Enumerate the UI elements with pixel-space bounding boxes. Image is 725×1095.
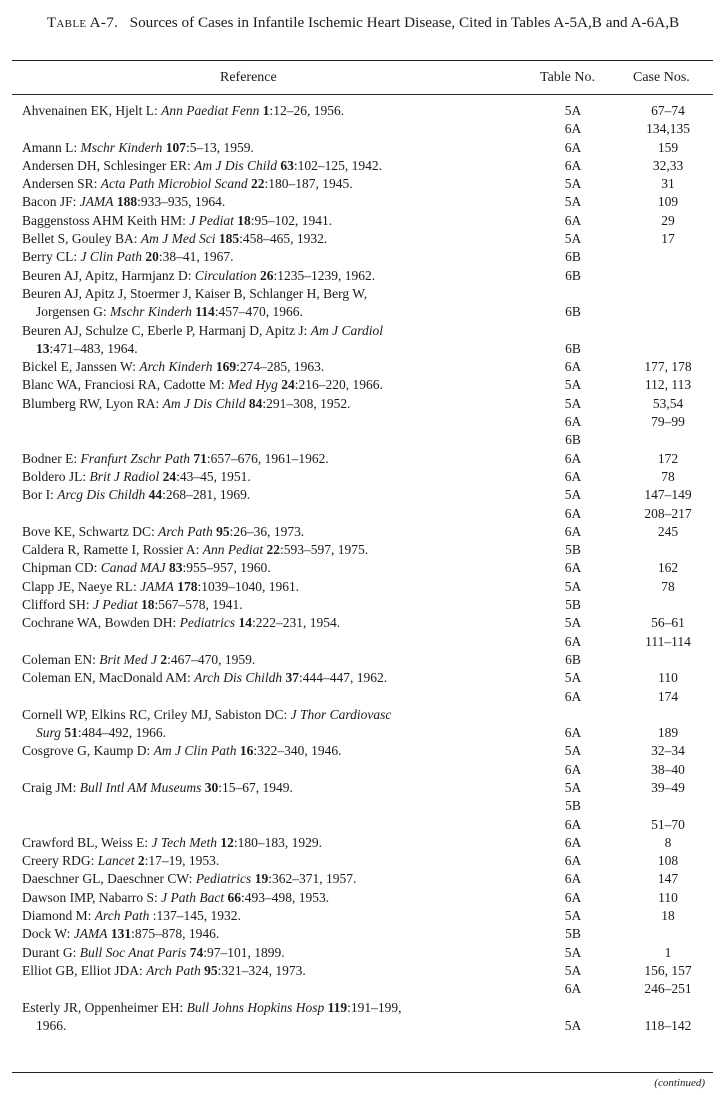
table-no-cell: 6A xyxy=(564,505,582,521)
case-nos-cell: 177, 178 xyxy=(644,359,692,375)
reference-entry xyxy=(0,212,725,230)
table-row xyxy=(0,944,725,962)
reference-line: Esterly JR, Oppenheimer EH: Bull Johns Hopkins Hosp 119:191–199, xyxy=(22,999,402,1015)
table-no-cell: 5A xyxy=(564,194,582,210)
table-row xyxy=(0,340,725,358)
table-row xyxy=(0,157,725,175)
reference-line: Amann L: Mschr Kinderh 107:5–13, 1959. xyxy=(22,139,254,155)
table-row xyxy=(0,523,725,541)
reference-entry xyxy=(0,230,725,248)
reference-entry xyxy=(0,889,725,907)
table-row xyxy=(0,980,725,998)
reference-entry xyxy=(0,559,725,577)
reference-entry xyxy=(0,248,725,266)
case-nos-cell: 32–34 xyxy=(651,743,685,759)
bottom-rule xyxy=(12,1072,713,1073)
table-no-cell: 5A xyxy=(564,395,582,411)
reference-line: Caldera R, Ramette I, Rossier A: Ann Pediat 22:593–597, 1975. xyxy=(22,542,369,558)
case-nos-cell: 147–149 xyxy=(644,487,692,503)
reference-line: Blumberg RW, Lyon RA: Am J Dis Child 84:291–308, 1952. xyxy=(22,395,351,411)
table-row xyxy=(0,212,725,230)
reference-line: Bor I: Arcg Dis Childh 44:268–281, 1969. xyxy=(22,487,251,503)
reference-line: Cornell WP, Elkins RC, Criley MJ, Sabiston DC: J Thor Cardiovasc xyxy=(22,706,392,722)
case-nos-cell: 110 xyxy=(658,889,678,905)
case-nos-cell: 208–217 xyxy=(644,505,692,521)
table-no-cell: 6B xyxy=(565,340,581,356)
table-no-cell: 5A xyxy=(564,231,582,247)
table-no-cell: 5A xyxy=(564,908,582,924)
reference-entry xyxy=(0,742,725,779)
case-nos-cell: 159 xyxy=(657,139,679,155)
reference-line: Jorgensen G: Mschr Kinderh 114:457–470, 1966. xyxy=(36,304,303,320)
reference-entry xyxy=(0,907,725,925)
case-nos-cell: 51–70 xyxy=(651,816,685,832)
table-no-cell: 5A xyxy=(564,615,582,631)
reference-entry xyxy=(0,779,725,834)
reference-line: Diamond M: Arch Path :137–145, 1932. xyxy=(22,908,241,924)
table-no-cell: 6A xyxy=(564,121,582,137)
table-row xyxy=(0,852,725,870)
table-label: Table A-7. xyxy=(46,14,119,31)
table-no-cell: 6B xyxy=(565,651,581,667)
reference-entry xyxy=(0,706,725,743)
table-row xyxy=(0,395,725,413)
reference-line: Clifford SH: J Pediat 18:567–578, 1941. xyxy=(22,597,243,613)
table-no-cell: 6B xyxy=(565,249,581,265)
case-nos-cell: 110 xyxy=(658,670,678,686)
table-no-cell: 6A xyxy=(564,853,582,869)
table-no-cell: 5A xyxy=(564,1017,582,1033)
table-row xyxy=(0,1017,725,1035)
case-nos-cell: 174 xyxy=(657,688,679,704)
reference-line: Craig JM: Bull Intl AM Museums 30:15–67, 1949. xyxy=(22,779,293,795)
table-no-cell: 6B xyxy=(565,432,581,448)
table-row xyxy=(0,120,725,138)
table-row xyxy=(0,468,725,486)
table-row xyxy=(0,925,725,943)
table-no-cell: 6A xyxy=(564,560,582,576)
table-no-cell: 6A xyxy=(564,871,582,887)
table-no-cell: 5A xyxy=(564,962,582,978)
reference-entry xyxy=(0,175,725,193)
table-no-cell: 6A xyxy=(564,981,582,997)
reference-line: Andersen SR: Acta Path Microbiol Scand 22:180–187, 1945. xyxy=(22,176,353,192)
table-no-cell: 6A xyxy=(564,688,582,704)
reference-line: Bove KE, Schwartz DC: Arch Path 95:26–36, 1973. xyxy=(22,523,305,539)
case-nos-cell: 78 xyxy=(661,578,675,594)
header-table-no: Table No. xyxy=(540,70,596,85)
reference-entry xyxy=(0,944,725,962)
table-row xyxy=(0,303,725,321)
case-nos-cell: 118–142 xyxy=(644,1017,692,1033)
table-no-cell: 5B xyxy=(565,542,581,558)
table-no-cell: 5B xyxy=(565,798,581,814)
case-nos-cell: 245 xyxy=(657,523,679,539)
reference-entry xyxy=(0,376,725,394)
reference-line: Chipman CD: Canad MAJ 83:955–957, 1960. xyxy=(22,560,271,576)
table-no-cell: 6A xyxy=(564,359,582,375)
table-row xyxy=(0,193,725,211)
reference-line: Bacon JF: JAMA 188:933–935, 1964. xyxy=(22,194,226,210)
table-no-cell: 6A xyxy=(564,834,582,850)
references-table xyxy=(0,102,725,1035)
reference-entry xyxy=(0,852,725,870)
case-nos-cell: 79–99 xyxy=(651,414,685,430)
reference-entry xyxy=(0,267,725,285)
reference-entry xyxy=(0,870,725,888)
table-no-cell: 6A xyxy=(564,450,582,466)
reference-line: Boldero JL: Brit J Radiol 24:43–45, 1951. xyxy=(22,468,251,484)
reference-line: Coleman EN: Brit Med J 2:467–470, 1959. xyxy=(22,651,256,667)
table-row xyxy=(0,706,725,724)
reference-entry xyxy=(0,834,725,852)
case-nos-cell: 108 xyxy=(657,853,679,869)
table-no-cell: 6A xyxy=(564,633,582,649)
table-row xyxy=(0,450,725,468)
table-no-cell: 6A xyxy=(564,139,582,155)
case-nos-cell: 18 xyxy=(661,908,675,924)
table-row xyxy=(0,779,725,797)
reference-entry xyxy=(0,157,725,175)
table-no-cell: 6A xyxy=(564,523,582,539)
reference-line: Bodner E: Franfurt Zschr Path 71:657–676, 1961–1962. xyxy=(22,450,329,466)
table-row xyxy=(0,669,725,687)
reference-line: Clapp JE, Naeye RL: JAMA 178:1039–1040, 1961. xyxy=(22,578,300,594)
table-no-cell: 6A xyxy=(564,889,582,905)
table-no-cell: 6A xyxy=(564,212,582,228)
table-row xyxy=(0,614,725,632)
reference-line: Elliot GB, Elliot JDA: Arch Path 95:321–324, 1973. xyxy=(22,962,306,978)
table-no-cell: 5A xyxy=(564,944,582,960)
case-nos-cell: 32,33 xyxy=(652,157,684,173)
reference-line: Surg 51:484–492, 1966. xyxy=(36,725,167,741)
reference-entry xyxy=(0,358,725,376)
case-nos-cell: 17 xyxy=(661,231,675,247)
reference-entry xyxy=(0,102,725,139)
table-row xyxy=(0,139,725,157)
table-no-cell: 5A xyxy=(564,743,582,759)
table-no-cell: 5A xyxy=(564,670,582,686)
table-no-cell: 5A xyxy=(564,578,582,594)
table-no-cell: 6A xyxy=(564,725,582,741)
case-nos-cell: 38–40 xyxy=(651,761,685,777)
table-row xyxy=(0,834,725,852)
table-row xyxy=(0,486,725,504)
table-no-cell: 5B xyxy=(565,926,581,942)
reference-entry xyxy=(0,669,725,706)
table-no-cell: 5A xyxy=(564,377,582,393)
table-no-cell: 6A xyxy=(564,468,582,484)
header-case-nos: Case Nos. xyxy=(633,70,690,85)
reference-entry xyxy=(0,139,725,157)
reference-entry xyxy=(0,193,725,211)
table-row xyxy=(0,907,725,925)
table-row xyxy=(0,559,725,577)
table-row xyxy=(0,578,725,596)
reference-entry xyxy=(0,925,725,943)
reference-entry xyxy=(0,395,725,450)
reference-line: Cochrane WA, Bowden DH: Pediatrics 14:222–231, 1954. xyxy=(22,615,341,631)
reference-line: Baggenstoss AHM Keith HM: J Pediat 18:95–102, 1941. xyxy=(22,212,333,228)
case-nos-cell: 8 xyxy=(664,834,672,850)
table-no-cell: 5A xyxy=(564,487,582,503)
reference-line: Dawson IMP, Nabarro S: J Path Bact 66:493–498, 1953. xyxy=(22,889,330,905)
table-row xyxy=(0,651,725,669)
case-nos-cell: 67–74 xyxy=(651,103,685,118)
reference-line: Bellet S, Gouley BA: Am J Med Sci 185:458–465, 1932. xyxy=(22,231,328,247)
case-nos-cell: 156, 157 xyxy=(644,962,692,978)
case-nos-cell: 134,135 xyxy=(646,121,690,137)
case-nos-cell: 162 xyxy=(657,560,679,576)
table-no-cell: 6B xyxy=(565,267,581,283)
reference-entry xyxy=(0,450,725,468)
table-row xyxy=(0,267,725,285)
table-row xyxy=(0,596,725,614)
case-nos-cell: 78 xyxy=(661,468,675,484)
reference-line: 1966. xyxy=(36,1017,67,1033)
table-no-cell: 5B xyxy=(565,597,581,613)
header-reference: Reference xyxy=(220,70,277,85)
reference-line: Dock W: JAMA 131:875–878, 1946. xyxy=(22,926,220,942)
case-nos-cell: 172 xyxy=(657,450,679,466)
table-row xyxy=(0,358,725,376)
reference-entry xyxy=(0,322,725,359)
table-row xyxy=(0,285,725,303)
case-nos-cell: 53,54 xyxy=(652,395,684,411)
case-nos-cell: 189 xyxy=(657,725,679,741)
table-title xyxy=(18,12,708,33)
reference-line: Durant G: Bull Soc Anat Paris 74:97–101, 1899. xyxy=(22,944,285,960)
table-no-cell: 6A xyxy=(564,761,582,777)
table-row xyxy=(0,505,725,523)
reference-entry xyxy=(0,541,725,559)
reference-entry xyxy=(0,596,725,614)
reference-entry xyxy=(0,999,725,1036)
table-row xyxy=(0,797,725,815)
reference-entry xyxy=(0,468,725,486)
table-row xyxy=(0,322,725,340)
reference-line: Crawford BL, Weiss E: J Tech Meth 12:180–183, 1929. xyxy=(22,834,323,850)
reference-line: Berry CL: J Clin Path 20:38–41, 1967. xyxy=(22,249,234,265)
reference-line: Daeschner GL, Daeschner CW: Pediatrics 19:362–371, 1957. xyxy=(22,871,357,887)
continued-note: (continued) xyxy=(654,1077,705,1089)
table-row xyxy=(0,999,725,1017)
table-row xyxy=(0,413,725,431)
case-nos-cell: 39–49 xyxy=(651,779,685,795)
table-no-cell: 6A xyxy=(564,816,582,832)
table-no-cell: 6A xyxy=(564,157,582,173)
case-nos-cell: 31 xyxy=(661,176,675,192)
table-row xyxy=(0,962,725,980)
reference-entry xyxy=(0,285,725,322)
case-nos-cell: 56–61 xyxy=(651,615,685,631)
case-nos-cell: 112, 113 xyxy=(644,377,692,393)
case-nos-cell: 29 xyxy=(661,212,675,228)
reference-entry xyxy=(0,578,725,596)
reference-line: Beuren AJ, Apitz, Harmjanz D: Circulation 26:1235–1239, 1962. xyxy=(22,267,376,283)
case-nos-cell: 109 xyxy=(657,194,679,210)
table-row xyxy=(0,889,725,907)
reference-line: 13:471–483, 1964. xyxy=(36,340,138,356)
header-rule xyxy=(12,94,713,95)
reference-entry xyxy=(0,523,725,541)
reference-line: Ahvenainen EK, Hjelt L: Ann Paediat Fenn 1:12–26, 1956. xyxy=(22,103,345,118)
reference-line: Coleman EN, MacDonald AM: Arch Dis Childh 37:444–447, 1962. xyxy=(22,670,388,686)
table-row xyxy=(0,724,725,742)
reference-line: Beuren AJ, Schulze C, Eberle P, Harmanj D, Apitz J: Am J Cardiol xyxy=(22,322,383,338)
table-row xyxy=(0,248,725,266)
table-row xyxy=(0,633,725,651)
case-nos-cell: 111–114 xyxy=(645,633,691,649)
table-row xyxy=(0,816,725,834)
case-nos-cell: 147 xyxy=(657,871,679,887)
case-nos-cell: 1 xyxy=(664,944,672,960)
table-row xyxy=(0,870,725,888)
reference-line: Beuren AJ, Apitz J, Stoermer J, Kaiser B, Schlanger H, Berg W, xyxy=(22,285,368,301)
reference-line: Creery RDG: Lancet 2:17–19, 1953. xyxy=(22,853,220,869)
table-no-cell: 5A xyxy=(564,103,582,118)
reference-entry xyxy=(0,614,725,651)
table-no-cell: 5A xyxy=(564,176,582,192)
reference-line: Cosgrove G, Kaump D: Am J Clin Path 16:322–340, 1946. xyxy=(22,743,342,759)
table-row xyxy=(0,230,725,248)
case-nos-cell: 246–251 xyxy=(644,981,692,997)
table-no-cell: 6B xyxy=(565,304,581,320)
table-row xyxy=(0,431,725,449)
reference-entry xyxy=(0,962,725,999)
table-caption: Sources of Cases in Infantile Ischemic Heart Disease, Cited in Tables A-5A,B and A-6A,B xyxy=(129,14,680,31)
table-row xyxy=(0,688,725,706)
table-no-cell: 6A xyxy=(564,414,582,430)
table-row xyxy=(0,742,725,760)
reference-line: Bickel E, Janssen W: Arch Kinderh 169:274–285, 1963. xyxy=(22,359,325,375)
table-row xyxy=(0,175,725,193)
table-row xyxy=(0,541,725,559)
reference-line: Andersen DH, Schlesinger ER: Am J Dis Child 63:102–125, 1942. xyxy=(22,157,382,173)
reference-line: Blanc WA, Franciosi RA, Cadotte M: Med Hyg 24:216–220, 1966. xyxy=(22,377,383,393)
table-row xyxy=(0,376,725,394)
table-row xyxy=(0,761,725,779)
top-rule xyxy=(12,60,713,61)
reference-entry xyxy=(0,486,725,523)
reference-entry xyxy=(0,651,725,669)
table-no-cell: 5A xyxy=(564,779,582,795)
table-row xyxy=(0,102,725,120)
